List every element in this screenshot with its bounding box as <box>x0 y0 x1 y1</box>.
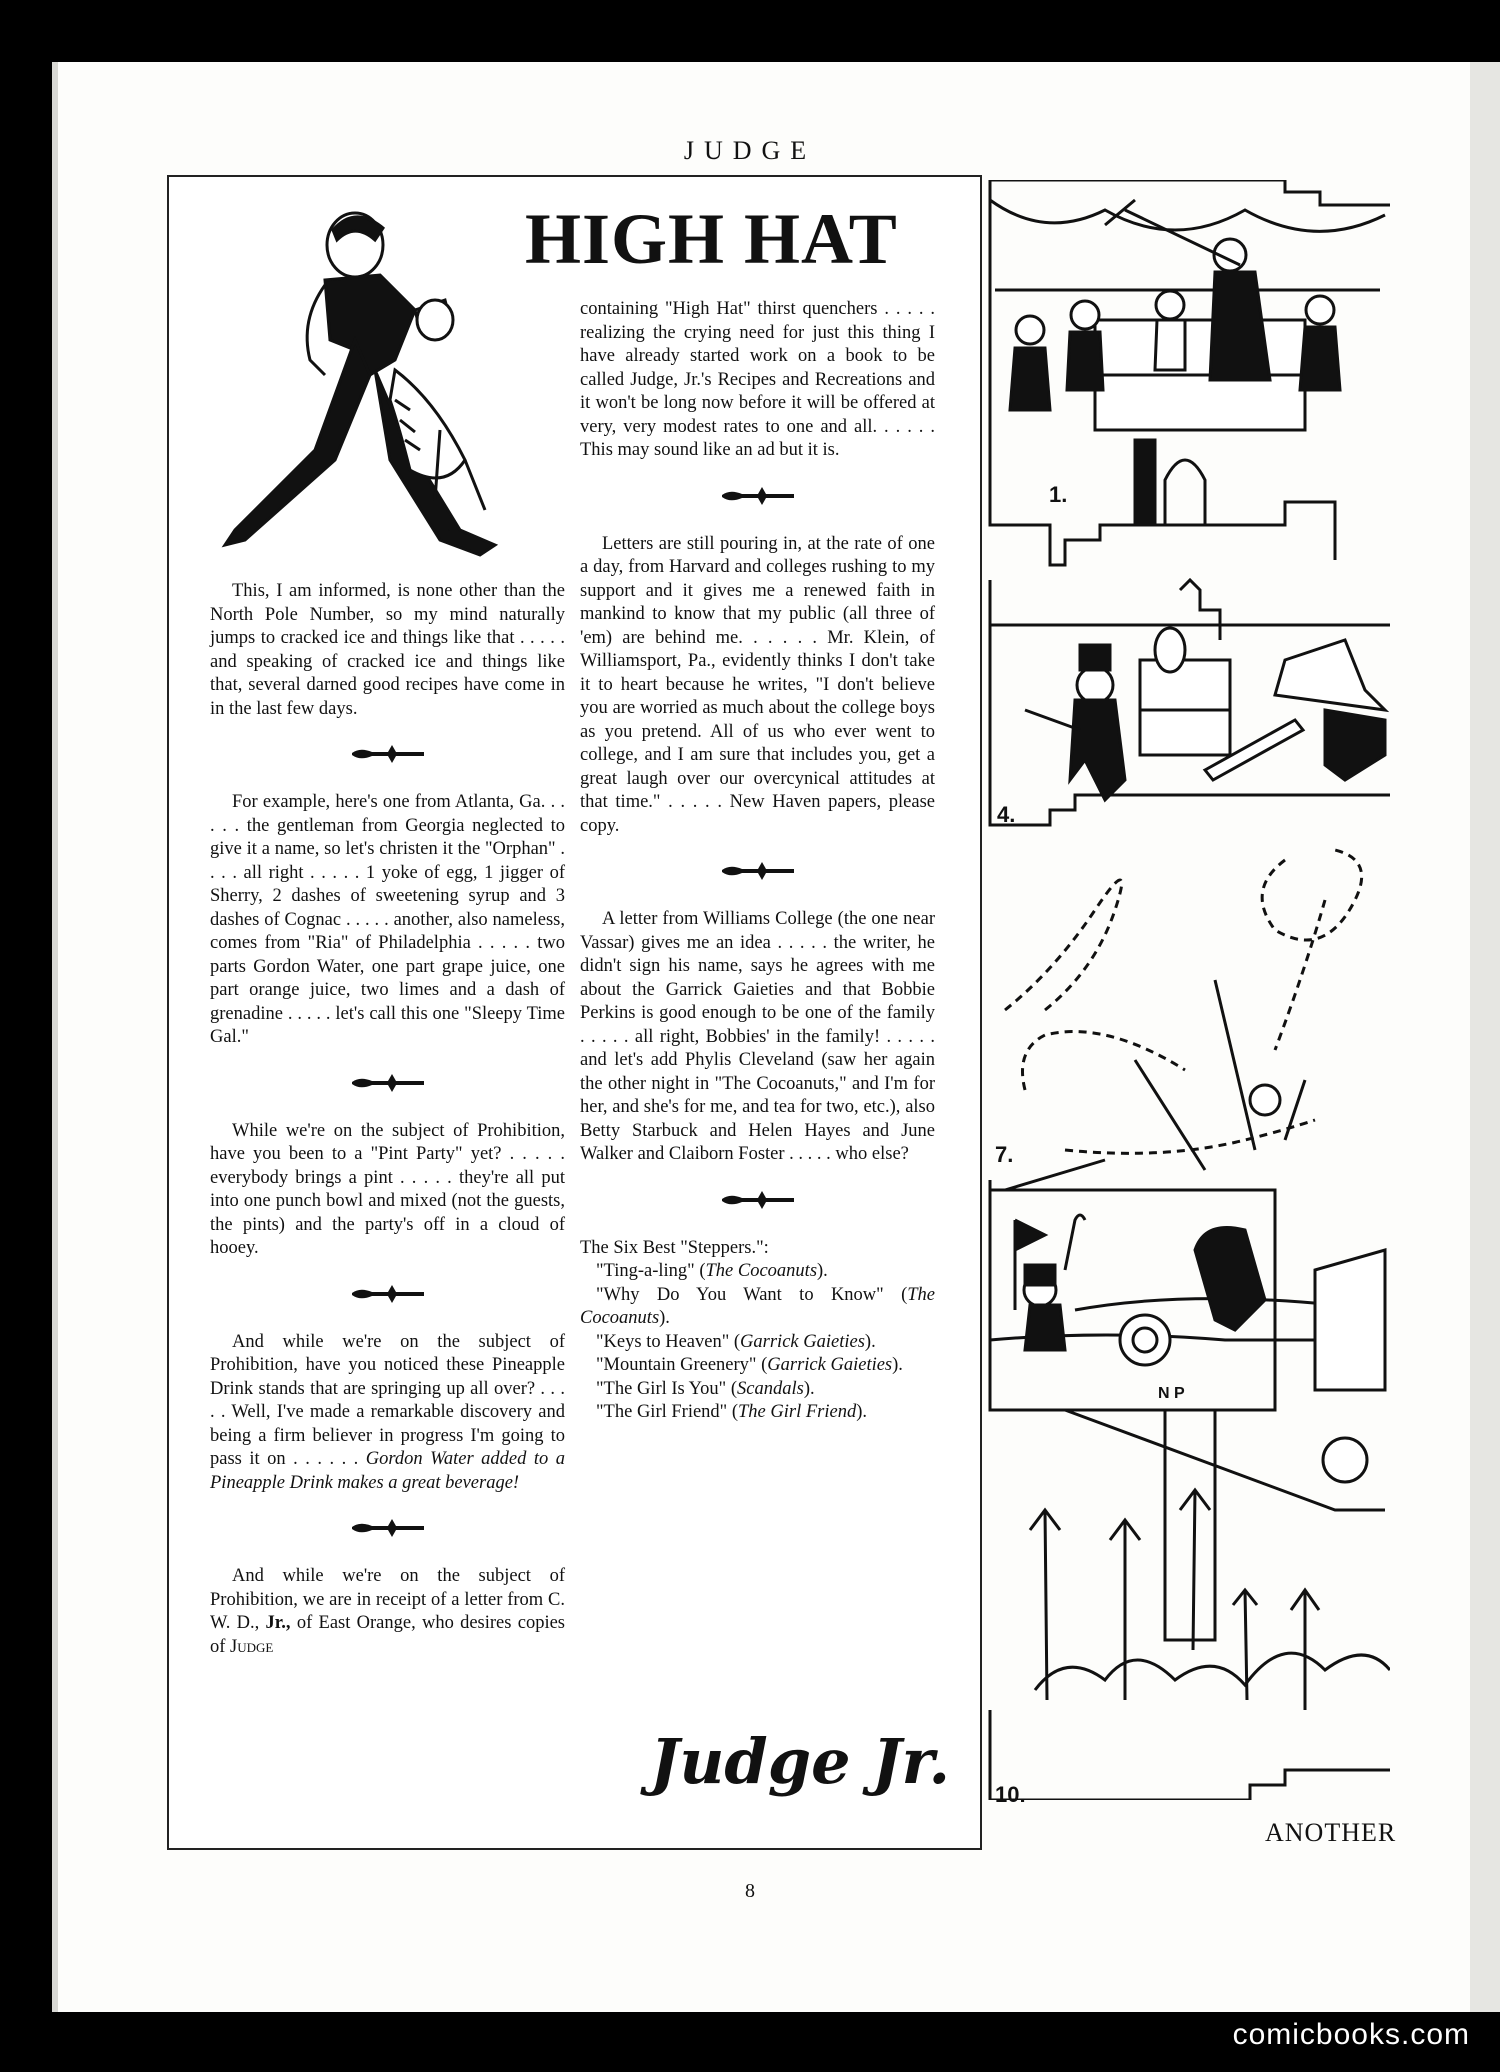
paragraph: A letter from Williams College (the one near Vassar) gives me an idea . . . . . the writer, he didn't sign his name, says he agrees with me about the Garrick Gaieties and that Bobbie Perkins is good enough to be one of the family . . . . . all right, Bobbies' in the family! . . . . . and let's add Phylis Cleveland (saw her again the other night in "The Cocoanuts," and I'm for her, and she's for me, and tea for two, etc.), also Betty Starbuck and Helen Hayes and June Walker and Claiborn Foster . . . . . who else? <box>580 909 935 1164</box>
dancing-couple-illustration <box>205 200 540 570</box>
bottle-ornament-icon <box>348 1070 428 1096</box>
paragraph: For example, here's one from Atlanta, Ga. . . . . . the gentleman from Georgia neglected to give it a name, so let's christen it the "Orphan" . . . . all right . . . . . 1 yoke of egg, 1 jigger of Sherry, 2 dashes of sweetening syrup and 3 dashes of Cognac . . . . . another, also nameless, comes from "Ria" of Philadelphia . . . . . two parts Gordon Water, one part grape juice, one part orange juice, two limes and a dash of grenadine . . . . . let's call this one "Sleepy Time Gal." <box>210 792 565 1047</box>
comic-panel-5 <box>990 1490 1390 1800</box>
comic-panel-label: 7. <box>995 1142 1014 1167</box>
show-title: Garrick Gaieties <box>740 1331 865 1352</box>
punctuation: ). <box>817 1261 828 1281</box>
bottle-ornament-icon <box>348 1515 428 1541</box>
song-title: "Why Do You Want to Know" ( <box>596 1284 908 1305</box>
show-title: Scandals <box>737 1378 804 1399</box>
steppers-heading: The Six Best "Steppers.": <box>580 1237 769 1258</box>
paragraph-emphasis: Gordon Water added to a Pineapple Drink makes a great beverage! <box>210 1449 565 1493</box>
paragraph-text: And while we're on the subject of Prohibition, have you noticed these Pineapple Drink stands that are springing up all over? . . . . . Well, I've made a remarkable discovery and being a firm believer in progress I'm going to pass it on . . . . . . <box>210 1331 565 1469</box>
show-title: The Girl Friend <box>738 1402 857 1422</box>
steppers-list <box>580 1237 935 1425</box>
list-item <box>580 1260 935 1284</box>
site-watermark: comicbooks.com <box>1232 2018 1470 2051</box>
punctuation: ). <box>892 1355 903 1375</box>
comic-panel-4 <box>990 1180 1385 1640</box>
paragraph-text: And while we're on the subject of Prohibition, we are in receipt of a letter from C. W. D., <box>210 1566 565 1633</box>
paragraph: While we're on the subject of Prohibition, have you been to a "Pint Party" yet? . . . . . everybody brings a pint . . . . . they're all put into one punch bowl and mixed (not the guests, the pints) and the party's off in a cloud of hooey. <box>210 1120 565 1258</box>
continued-caption: ANOTHER <box>1265 1818 1397 1847</box>
list-item <box>580 1354 935 1378</box>
show-title: Garrick Gaieties <box>767 1355 893 1375</box>
article-column-right <box>580 298 935 1425</box>
list-item <box>580 1378 935 1402</box>
song-title: "The Girl Friend" ( <box>596 1402 739 1422</box>
list-item <box>580 1331 935 1355</box>
comic-panel-label: 10. <box>995 1782 1026 1807</box>
punctuation: ). <box>864 1331 876 1352</box>
song-title: "Mountain Greenery" ( <box>596 1355 768 1375</box>
magazine-name-smallcaps: Judge <box>230 1636 274 1657</box>
paragraph: This, I am informed, is none other than the North Pole Number, so my mind naturally jumps to cracked ice and things like that . . . . . and speaking of cracked ice and things like that, several darned good recipes have come in in the last few days. <box>210 581 565 719</box>
paragraph <box>210 1331 565 1496</box>
magazine-header: JUDGE <box>683 136 817 165</box>
show-title: The Cocoanuts <box>705 1261 818 1281</box>
article-column-left <box>210 580 565 1659</box>
comic-panel-2 <box>990 580 1390 825</box>
bottle-ornament-icon <box>348 741 428 767</box>
bottle-ornament-icon <box>348 1281 428 1307</box>
list-item <box>580 1284 935 1331</box>
article-title: HIGH HAT <box>525 199 898 279</box>
paragraph-text: of East Orange, who desires copies of <box>210 1613 566 1657</box>
song-title: "Keys to Heaven" ( <box>596 1331 741 1352</box>
paragraph: containing "High Hat" thirst quenchers . . . . . realizing the crying need for just this thing I have already started work on a book to be called Judge, Jr.'s Recipes and Recreations and it won't be long now before it will be offered at very, very modest rates to one and all. . . . . . This may sound like an ad but it is. <box>580 299 935 460</box>
comic-panel-label: 1. <box>1049 482 1068 507</box>
comic-panel-3 <box>1005 850 1362 1153</box>
bottle-ornament-icon <box>718 1187 798 1213</box>
paragraph: Letters are still pouring in, at the rate of one a day, from Harvard and colleges rushing to my support and it gives me a renewed faith in mankind to know that my public (all three of 'em) are behind me. . . . . . Mr. Klein, of Williamsport, Pa., evidently thinks I don't take it to heart because he writes, "I don't believe you are worried as much about the college boys as you pretend. All of us who ever went to college, and I am sure that includes you, get a great laugh over our overcynical attitudes at that time." . . . . . New Haven papers, please copy. <box>580 533 935 836</box>
list-item <box>580 1401 935 1425</box>
page-edge-right <box>1470 62 1500 2012</box>
song-title: "The Girl Is You" ( <box>596 1378 738 1399</box>
page-number: 8 <box>745 1880 755 1902</box>
punctuation: ). <box>856 1402 868 1422</box>
comic-panel-3-sun <box>1005 980 1335 1310</box>
paragraph-bold: Jr., <box>265 1613 291 1633</box>
show-title: The Cocoanuts <box>580 1284 935 1328</box>
comic-panel-label: 4. <box>997 802 1016 827</box>
car-nameplate: N P <box>1158 1385 1185 1402</box>
signature: Judge Jr. <box>650 1725 951 1798</box>
comic-strip <box>985 180 1390 1800</box>
bottle-ornament-icon <box>718 483 798 509</box>
bottle-ornament-icon <box>718 858 798 884</box>
punctuation: ). <box>803 1378 815 1399</box>
paragraph <box>210 1565 565 1659</box>
punctuation: ). <box>659 1308 670 1328</box>
song-title: "Ting-a-ling" ( <box>596 1261 706 1281</box>
